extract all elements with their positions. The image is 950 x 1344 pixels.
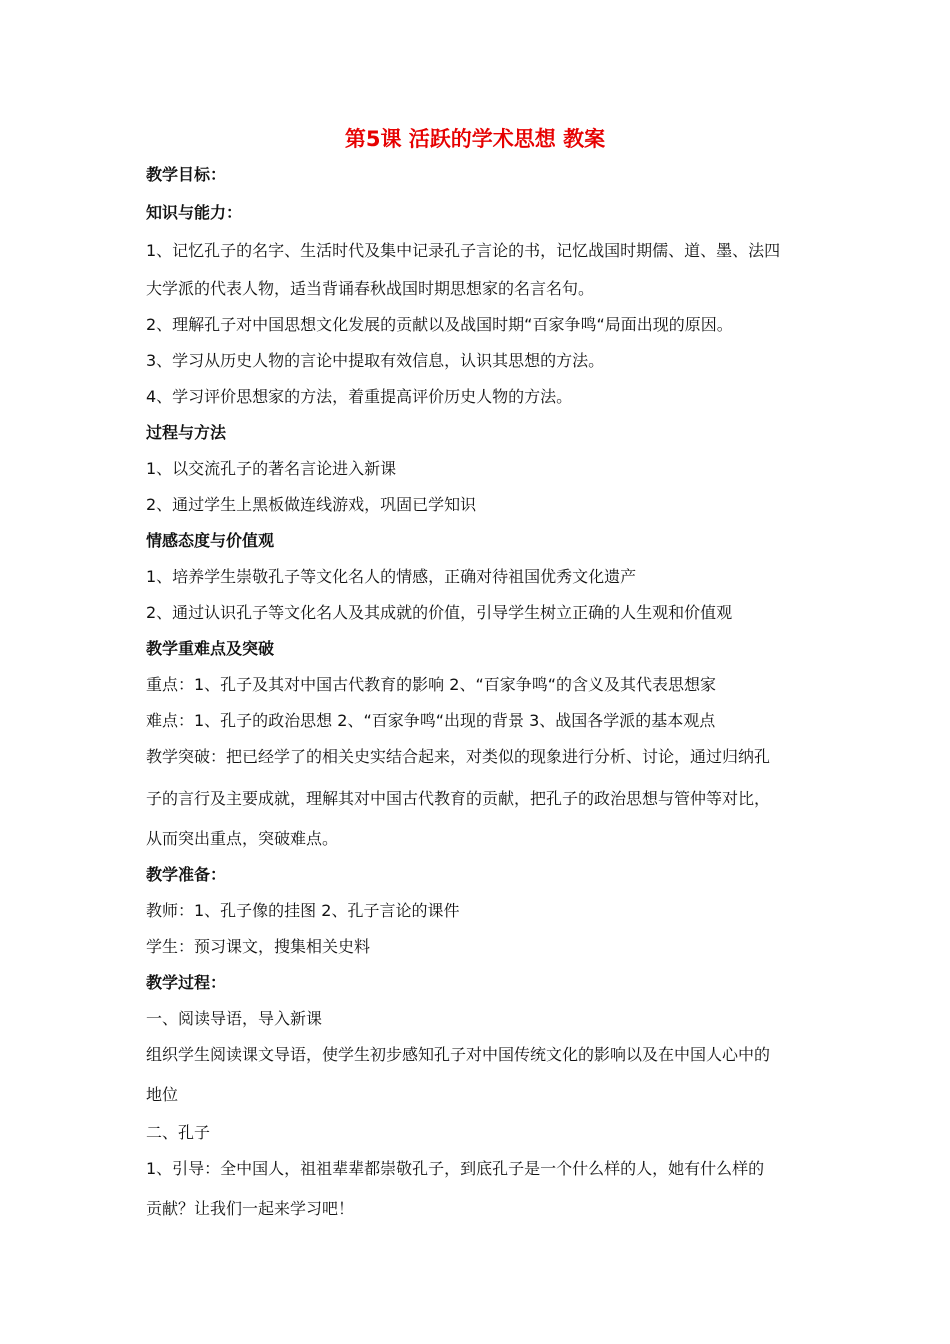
paragraph-line: 教师：1、孔子像的挂图 2、孔子言论的课件 [146, 901, 460, 920]
paragraph-line: 重点：1、孔子及其对中国古代教育的影响 2、“百家争鸣“的含义及其代表思想家 [146, 675, 717, 694]
paragraph-line: 教学突破：把已经学了的相关史实结合起来，对类似的现象进行分析、讨论，通过归纳孔 [146, 747, 771, 766]
paragraph-line: 4、学习评价思想家的方法，着重提高评价历史人物的方法。 [146, 387, 573, 406]
heading-key-difficult-points: 教学重难点及突破 [146, 639, 275, 658]
paragraph-line: 难点：1、孔子的政治思想 2、“百家争鸣“出现的背景 3、战国各学派的基本观点 [146, 711, 716, 730]
paragraph-line: 2、通过学生上黑板做连线游戏，巩固已学知识 [146, 495, 477, 514]
paragraph-line: 2、通过认识孔子等文化名人及其成就的价值，引导学生树立正确的人生观和价值观 [146, 603, 733, 622]
paragraph-line: 1、以交流孔子的著名言论进入新课 [146, 459, 397, 478]
paragraph-line: 一、阅读导语，导入新课 [146, 1009, 323, 1028]
paragraph-line: 组织学生阅读课文导语，使学生初步感知孔子对中国传统文化的影响以及在中国人心中的 [146, 1045, 771, 1064]
paragraph-line: 从而突出重点，突破难点。 [146, 829, 339, 848]
paragraph-line: 2、理解孔子对中国思想文化发展的贡献以及战国时期“百家争鸣“局面出现的原因。 [146, 315, 733, 334]
paragraph-line: 子的言行及主要成就，理解其对中国古代教育的贡献，把孔子的政治思想与管仲等对比， [146, 789, 771, 808]
heading-teaching-process: 教学过程： [146, 973, 227, 992]
heading-teaching-goals: 教学目标： [146, 165, 227, 184]
paragraph-line: 贡献？让我们一起来学习吧！ [146, 1199, 355, 1218]
paragraph-line: 1、引导：全中国人，祖祖辈辈都崇敬孔子，到底孔子是一个什么样的人，她有什么样的 [146, 1159, 765, 1178]
paragraph-line: 大学派的代表人物，适当背诵春秋战国时期思想家的名言名句。 [146, 279, 595, 298]
paragraph-line: 二、孔子 [146, 1123, 211, 1142]
paragraph-line: 3、学习从历史人物的言论中提取有效信息，认识其思想的方法。 [146, 351, 605, 370]
heading-attitude-values: 情感态度与价值观 [146, 531, 275, 550]
paragraph-line: 1、培养学生崇敬孔子等文化名人的情感，正确对待祖国优秀文化遗产 [146, 567, 637, 586]
paragraph-line: 地位 [146, 1085, 179, 1104]
heading-process-method: 过程与方法 [146, 423, 227, 442]
heading-teaching-preparation: 教学准备： [146, 865, 227, 884]
heading-knowledge-ability: 知识与能力： [146, 203, 243, 222]
page-title: 第5课 活跃的学术思想 教案 [344, 127, 606, 151]
paragraph-line: 1、记忆孔子的名字、生活时代及集中记录孔子言论的书，记忆战国时期儒、道、墨、法四 [146, 241, 781, 260]
paragraph-line: 学生：预习课文，搜集相关史料 [146, 937, 371, 956]
